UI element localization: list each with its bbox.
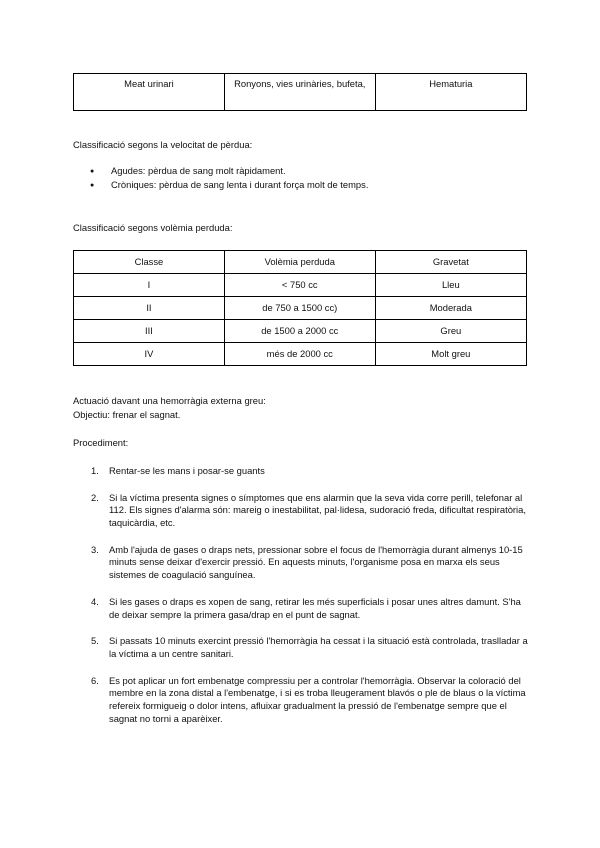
- step-number: 3.: [91, 543, 99, 555]
- list-item: [73, 544, 533, 582]
- table-cell: III: [74, 320, 225, 343]
- action-objective: Objectiu: frenar el sagnat.: [73, 409, 181, 420]
- table-cell: Ronyons, vies urinàries, bufeta,: [224, 74, 375, 111]
- list-item: ● Cròniques: pèrdua de sang lenta i durant força molt de temps.: [73, 179, 368, 193]
- column-header: Gravetat: [375, 251, 526, 274]
- step-number: 5.: [91, 635, 99, 647]
- table-cell: Hematuria: [375, 74, 526, 111]
- step-number: 1.: [91, 465, 99, 476]
- step-text: Si les gases o draps es xopen de sang, retirar les més superficials i posar unes altres damunt. S'ha de deixar sempre la primera gasa/drap en el punt de sagnat.: [109, 595, 521, 620]
- table-cell: Meat urinari: [74, 74, 225, 111]
- table-cell: < 750 cc: [224, 274, 375, 297]
- procedure-heading: Procediment:: [73, 437, 129, 448]
- step-text: Si passats 10 minuts exercint pressió l'hemorràgia ha cessat i la situació està controlada, traslladar a la víctima a un centre sanitari.: [109, 635, 528, 659]
- table-cell: de 750 a 1500 cc): [224, 297, 375, 320]
- step-number: 2.: [91, 491, 99, 503]
- speed-heading: Classificació segons la velocitat de pèrdua:: [73, 139, 253, 150]
- table-row: [74, 343, 527, 366]
- list-item: [73, 635, 533, 660]
- procedure-steps: [73, 465, 533, 739]
- step-text: Es pot aplicar un fort embenatge compressiu per a controlar l'hemorràgia. Observar la coloració del membre en la zona distal a l'embenatge, i si es troba lleugerament blavós o ple de blaus o la víctima refereix formigueig o dolor intens, afluixar gradualment la pressió de l'embenatge sempre que el sagnat no torni a aparèixer.: [109, 674, 526, 724]
- table-row: [74, 274, 527, 297]
- table-row: [74, 297, 527, 320]
- table-cell: més de 2000 cc: [224, 343, 375, 366]
- table-cell: Lleu: [375, 274, 526, 297]
- volume-heading: Classificació segons volèmia perduda:: [73, 222, 233, 233]
- volume-table: [73, 250, 527, 366]
- table-cell: Moderada: [375, 297, 526, 320]
- step-text: Rentar-se les mans i posar-se guants: [109, 465, 265, 476]
- list-item: [73, 596, 533, 621]
- table-cell: I: [74, 274, 225, 297]
- column-header: Classe: [74, 251, 225, 274]
- table-cell: II: [74, 297, 225, 320]
- list-item: [73, 492, 533, 530]
- list-item: [73, 465, 533, 478]
- action-title: Actuació davant una hemorràgia externa greu:: [73, 395, 266, 406]
- table-cell: Greu: [375, 320, 526, 343]
- step-text: Si la víctima presenta signes o símptomes que ens alarmin que la seva vida corre perill, telefonar al 112. Els signes d'alarma són: mareig o inestabilitat, pal·lidesa, sudoració freda, dificultat respiratòria, taquicàrdia, etc.: [109, 491, 526, 529]
- table-row: [74, 320, 527, 343]
- table-cell: de 1500 a 2000 cc: [224, 320, 375, 343]
- list-item: [73, 675, 533, 726]
- step-number: 6.: [91, 674, 99, 686]
- continued-table: [73, 73, 527, 111]
- table-row: [74, 74, 527, 111]
- table-cell: Molt greu: [375, 343, 526, 366]
- table-cell: IV: [74, 343, 225, 366]
- column-header: Volèmia perduda: [224, 251, 375, 274]
- step-text: Amb l'ajuda de gases o draps nets, pressionar sobre el focus de l'hemorràgia durant almenys 10-15 minuts sense deixar d'exercir pressió. En aquests minuts, l'organisme posa en marxa els seus sistemes de coagulació sanguínea.: [109, 543, 523, 581]
- list-item: ● Agudes: pèrdua de sang molt ràpidament.: [73, 165, 368, 179]
- step-number: 4.: [91, 595, 99, 607]
- speed-list: [73, 165, 368, 192]
- table-header-row: [74, 251, 527, 274]
